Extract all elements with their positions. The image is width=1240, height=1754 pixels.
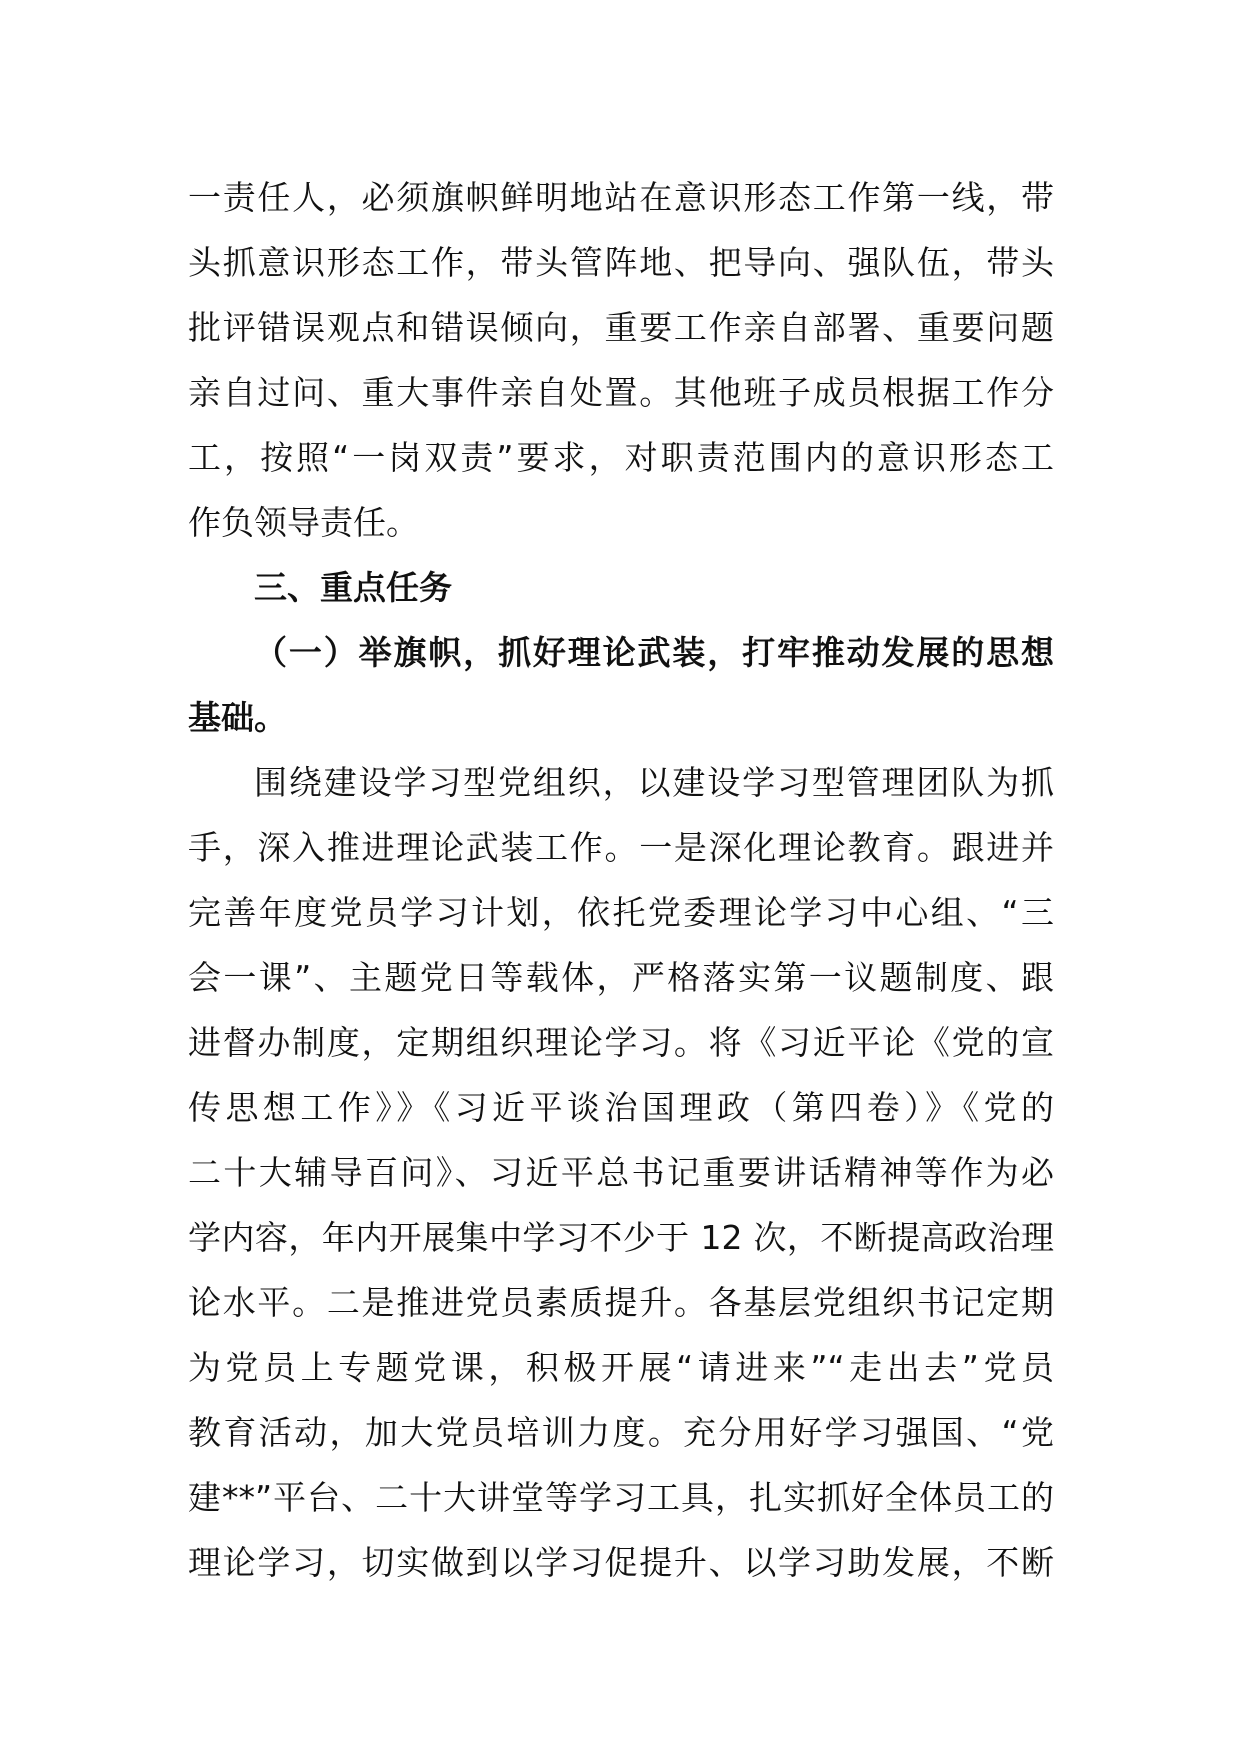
text-line: 学内容，年内开展集中学习不少于 12 次，不断提高政治理 bbox=[188, 1218, 1054, 1257]
text-line: 二十大辅导百问》、习近平总书记重要讲话精神等作为必 bbox=[188, 1153, 1054, 1192]
text-line: 建**”平台、二十大讲堂等学习工具，扎实抓好全体员工的 bbox=[188, 1478, 1054, 1517]
text-line: 工，按照“一岗双责”要求，对职责范围内的意识形态工 bbox=[188, 438, 1054, 477]
text-line: 理论学习，切实做到以学习促提升、以学习助发展，不断 bbox=[188, 1543, 1054, 1582]
text-line: 完善年度党员学习计划，依托党委理论学习中心组、“三 bbox=[188, 893, 1054, 932]
paragraph-theory bbox=[188, 750, 1054, 1595]
subheading bbox=[188, 620, 1054, 750]
subheading-line: （一）举旗帜，抓好理论武装，打牢推动发展的思想 bbox=[254, 633, 1054, 672]
document-body bbox=[188, 165, 1054, 1595]
text-line: 一责任人，必须旗帜鲜明地站在意识形态工作第一线，带 bbox=[188, 178, 1054, 217]
text-line: 教育活动，加大党员培训力度。充分用好学习强国、“党 bbox=[188, 1413, 1054, 1452]
text-line: 会一课”、主题党日等载体，严格落实第一议题制度、跟 bbox=[188, 958, 1054, 997]
text-line: 围绕建设学习型党组织，以建设学习型管理团队为抓 bbox=[254, 763, 1054, 802]
paragraph-responsibility bbox=[188, 165, 1054, 555]
text-line: 亲自过问、重大事件亲自处置。其他班子成员根据工作分 bbox=[188, 373, 1054, 412]
text-line: 手，深入推进理论武装工作。一是深化理论教育。跟进并 bbox=[188, 828, 1054, 867]
section-heading: 三、重点任务 bbox=[254, 568, 452, 607]
text-line: 头抓意识形态工作，带头管阵地、把导向、强队伍，带头 bbox=[188, 243, 1054, 282]
text-line: 论水平。二是推进党员素质提升。各基层党组织书记定期 bbox=[188, 1283, 1054, 1322]
text-line: 为党员上专题党课，积极开展“请进来”“走出去”党员 bbox=[188, 1348, 1054, 1387]
text-line: 批评错误观点和错误倾向，重要工作亲自部署、重要问题 bbox=[188, 308, 1054, 347]
subheading-line: 基础。 bbox=[188, 698, 287, 737]
text-line: 作负领导责任。 bbox=[188, 503, 419, 542]
text-line: 进督办制度，定期组织理论学习。将《习近平论《党的宣 bbox=[188, 1023, 1054, 1062]
text-line: 传思想工作》》《习近平谈治国理政（第四卷）》《党的 bbox=[188, 1088, 1054, 1127]
